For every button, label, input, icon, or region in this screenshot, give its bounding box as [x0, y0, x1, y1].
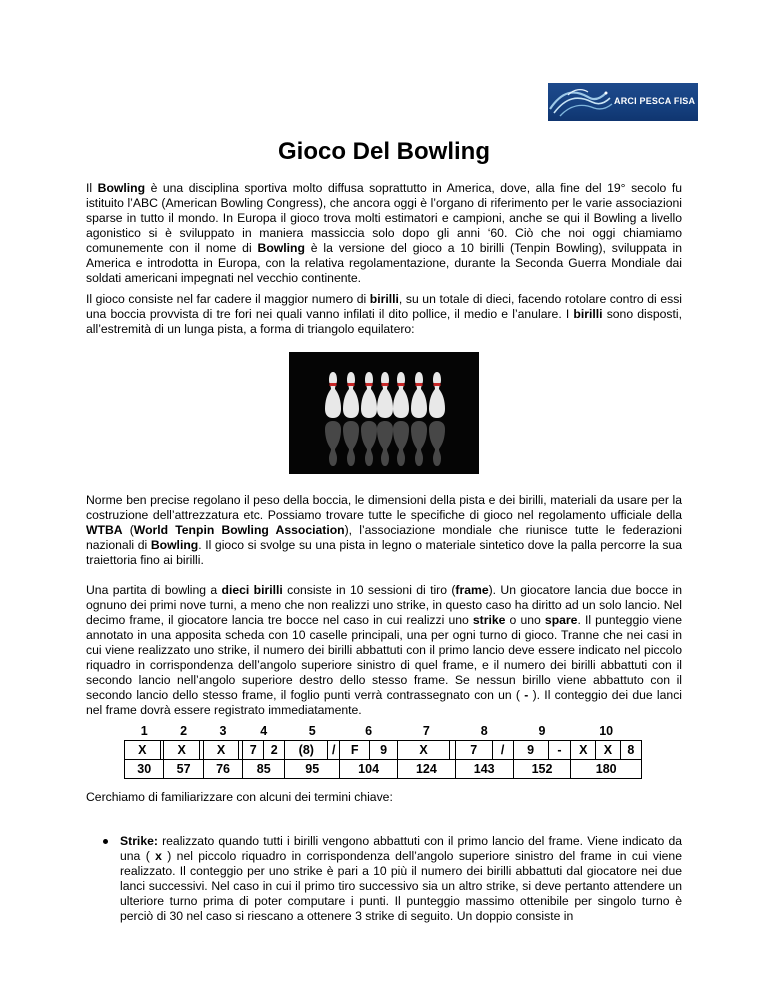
roll-box: 8 — [620, 741, 641, 760]
text-run: ( — [122, 523, 134, 537]
text-run: o uno — [505, 613, 545, 627]
frame-total: 76 — [203, 760, 242, 779]
bowling-pins-photo — [289, 352, 479, 474]
bold-text: dieci birilli — [221, 583, 283, 597]
bold-text: x — [155, 849, 162, 863]
bold-text: - — [524, 688, 529, 702]
frame-total: 104 — [340, 760, 398, 779]
roll-box: X — [203, 741, 239, 760]
bold-text: WTBA — [86, 523, 123, 537]
frame-total: 30 — [125, 760, 164, 779]
frame-number: 5 — [308, 724, 316, 738]
scorecard-frame-numbers — [125, 722, 642, 741]
bowling-pin — [325, 372, 341, 466]
bowling-pin — [393, 372, 409, 466]
frame-total: 152 — [513, 760, 571, 779]
paragraph-key-terms-intro — [86, 790, 682, 805]
roll-box: X — [596, 741, 621, 760]
scorecard-rolls — [125, 741, 642, 760]
bold-text: strike — [472, 613, 506, 627]
frame-total: 57 — [164, 760, 203, 779]
frame-total: 124 — [398, 760, 456, 779]
text-run: consiste in 10 sessioni di tiro ( — [282, 583, 456, 597]
paragraph-frames — [86, 583, 682, 718]
bold-text: spare — [544, 613, 578, 627]
scorecard-totals — [125, 760, 642, 779]
frame-number: 4 — [260, 724, 268, 738]
scorecard — [124, 722, 642, 780]
paragraph-intro — [86, 181, 682, 286]
bold-text: birilli — [573, 307, 603, 321]
text-run: è una disciplina sportiva molto diffusa soprattutto in America, dove, alla fine del 19° secolo fu istituito l’ABC (American Bowling Congress), che ancora oggi è l’organo di riferimento per le varie associazioni sparse in tutto il mondo. In Europa il gioco trova molti estimatori e campioni, anche se qui il Bowling a livello agonistico si è sviluppato in maniera massiccia solo dopo gli anni ‘60. Ciò che noi oggi chiamiamo comunemente con il nome di — [86, 181, 683, 255]
frame-number: 7 — [422, 724, 430, 738]
text-run: è la versione del gioco a 10 birilli (Tenpin Bowling), sviluppata in America e introdotta in Europa, con la relativa regolamentazione, durante la Seconda Guerra Mondiale dai soldati americani impegnati nel vecchio continente. — [86, 241, 682, 285]
text-run: , su un totale di dieci, facendo rotolare contro di essi una boccia provvista di tre fori nei quali vanno infilati il dito pollice, il medio e l’anulare. I — [86, 292, 682, 321]
bowling-pin — [343, 372, 359, 466]
bullet-icon — [103, 839, 108, 844]
bold-text: Strike: — [120, 834, 158, 848]
text-run: ). Il conteggio dei due lanci nel frame dovrà essere registrato immediatamente. — [86, 688, 682, 717]
text-run: Il — [86, 181, 98, 195]
bold-text: Bowling — [97, 181, 146, 195]
text-run: ), l’associazione mondiale che riunisce tutte le federazioni nazionali di — [86, 523, 682, 552]
bowling-pin — [429, 372, 445, 466]
arci-pesca-fisa-logo — [548, 83, 698, 121]
bold-text: Bowling — [150, 538, 199, 552]
bowling-pin — [377, 372, 393, 466]
roll-box: 7 — [243, 741, 264, 760]
roll-box: F — [340, 741, 370, 760]
text-run: ) nel piccolo riquadro in corrispondenza dell’angolo superiore sinistro del frame in cui viene realizzato. Il conteggio per uno strike è pari a 10 più il numero dei birilli abbattuti dal giocatore nei due lanci successivi. Nel caso in cui il primo tiro successivo sia un altro strike, si deve pertanto attendere un ulteriore turno prima di poter computare i punti. Il punteggio massimo ottenibile per singolo turno è perciò di 30 nel caso si riescano a ottenere 3 strike di seguito. Un doppio consiste in — [120, 849, 682, 923]
frame-total: 180 — [571, 760, 642, 779]
roll-box: X — [398, 741, 450, 760]
roll-box: X — [164, 741, 200, 760]
text-run: realizzato quando tutti i birilli vengono abbattuti con il primo lancio del frame. Viene indicato da una ( — [120, 834, 682, 863]
roll-box: / — [492, 741, 513, 760]
frame-number: 2 — [180, 724, 188, 738]
text-run: ). Un giocatore lancia due bocce in ognuno dei primi nove turni, a meno che non realizzi uno strike, in questo caso ha diritto ad un solo lancio. Nel decimo frame, il giocatore lancia tre bocce nel caso in cui realizzi uno — [86, 583, 682, 627]
paragraph-rules — [86, 493, 682, 568]
frame-number: 10 — [599, 724, 614, 738]
bowling-pins-image — [289, 352, 479, 474]
roll-box: X — [125, 741, 161, 760]
bowling-pin — [361, 372, 377, 466]
roll-box: - — [548, 741, 571, 760]
text-run: . Il punteggio viene annotato in una apposita scheda con 10 caselle principali, una per ogni turno di gioco. Tranne che nei casi in cui viene realizzato uno strike, il numero dei birilli abbattuti con il primo lancio deve essere indicato nel piccolo riquadro in corrispondenza dell’angolo superiore sinistro di quel frame, e il numero dei birilli abbattuti con il secondo lancio nell’angolo superiore destro dello stesso frame. Se nessun birillo viene abbattuto con il secondo lancio dello stesso frame, il foglio punti verrà contrassegnato con un ( — [86, 613, 682, 702]
frame-number: 9 — [538, 724, 546, 738]
bold-text: Bowling — [257, 241, 305, 255]
bold-text: World Tenpin Bowling Association — [133, 523, 345, 537]
bold-text: frame — [455, 583, 489, 597]
frame-number: 3 — [219, 724, 227, 738]
frame-total: 95 — [285, 760, 340, 779]
text-run: . Il gioco si svolge su una pista in legno o materiale sintetico dove la palla percorre la sua traiettoria fino ai birilli. — [86, 538, 682, 567]
text-run: Cerchiamo di familiarizzare con alcuni dei termini chiave: — [86, 790, 393, 804]
roll-box: / — [328, 741, 340, 760]
text-run: Il gioco consiste nel far cadere il maggior numero di — [86, 292, 370, 306]
text-run: sono disposti, all’estremità di un lunga pista, a forma di triangolo equilatero: — [86, 307, 682, 336]
frame-number: 8 — [480, 724, 488, 738]
text-run: Una partita di bowling a — [86, 583, 222, 597]
list-item-strike-text — [120, 834, 682, 924]
logo-text: ARCI PESCA FISA — [614, 96, 696, 106]
bold-text: birilli — [369, 292, 399, 306]
page-title: Gioco Del Bowling — [277, 138, 490, 165]
text-run: Norme ben precise regolano il peso della boccia, le dimensioni della pista e dei birilli, materiali da usare per la costruzione dell’attrezzatura etc. Possiamo trovare tutte le specifiche di gioco nel regolamento ufficiale della — [86, 493, 682, 522]
frame-number: 6 — [365, 724, 373, 738]
frame-total: 85 — [243, 760, 285, 779]
roll-box: (8) — [285, 741, 328, 760]
scorecard-table — [124, 722, 642, 779]
roll-box: 9 — [513, 741, 548, 760]
paragraph-game-description — [86, 292, 682, 337]
frame-number: 1 — [140, 724, 148, 738]
roll-box: 2 — [264, 741, 285, 760]
roll-box: 7 — [455, 741, 492, 760]
frame-total: 143 — [455, 760, 513, 779]
roll-box: 9 — [370, 741, 398, 760]
bowling-pin — [411, 372, 427, 466]
roll-box: X — [571, 741, 596, 760]
